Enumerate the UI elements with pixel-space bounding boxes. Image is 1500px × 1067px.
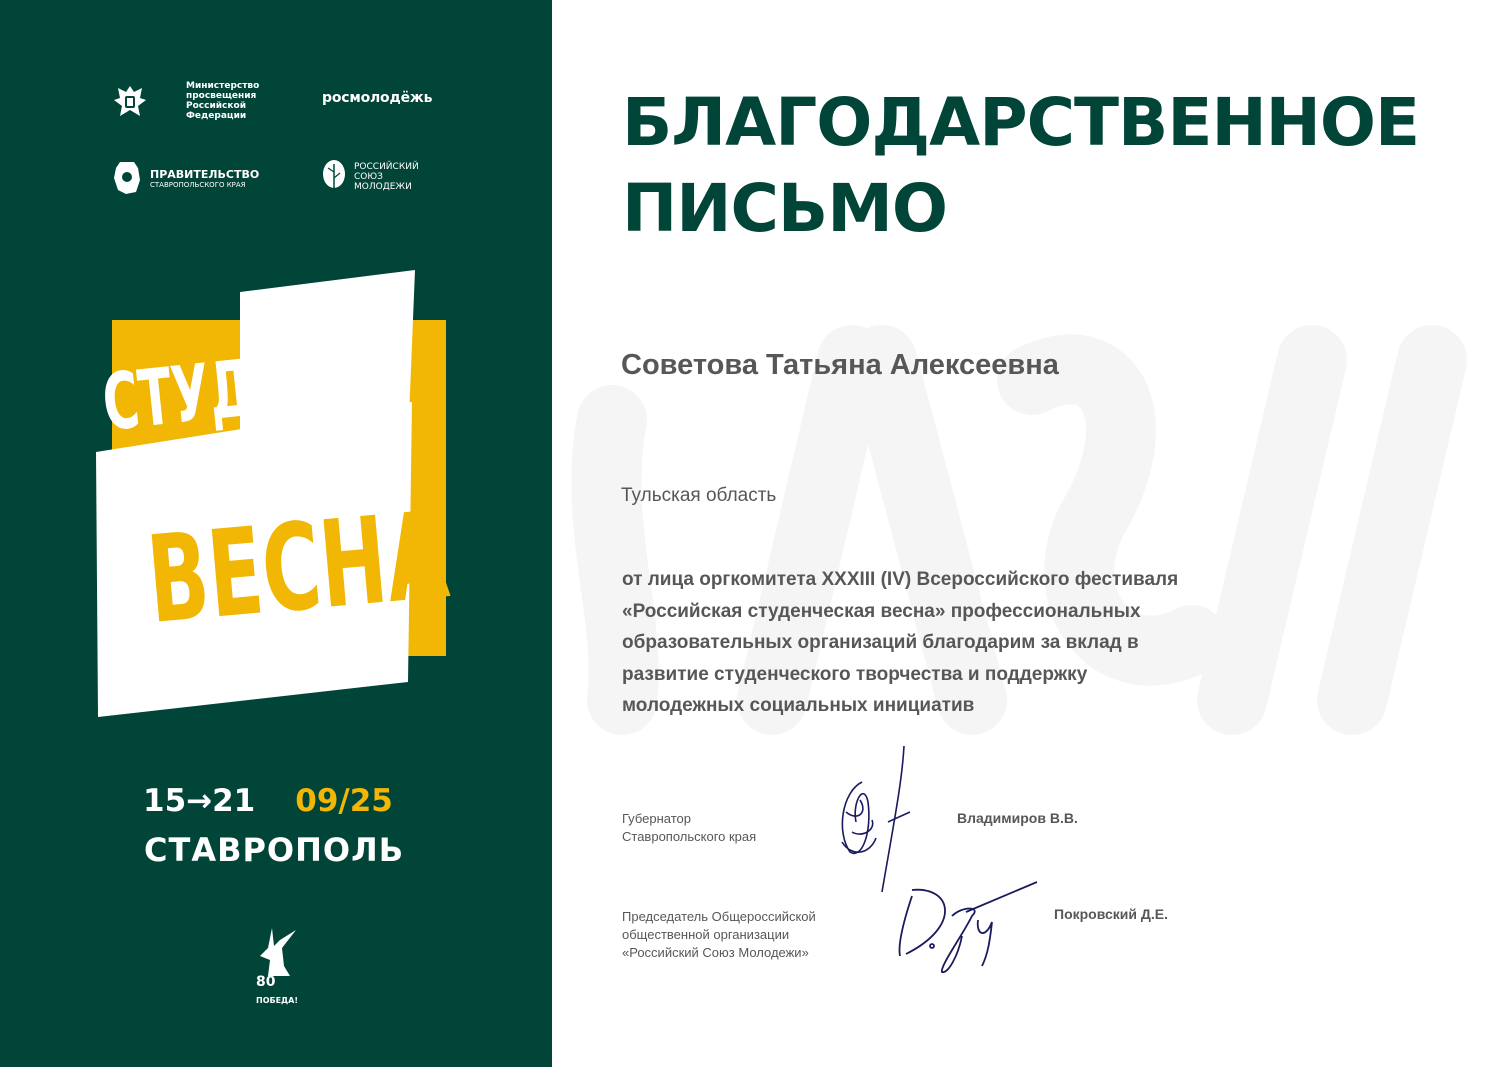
government-name: ПРАВИТЕЛЬСТВО bbox=[150, 167, 260, 181]
ministry-logo bbox=[112, 82, 259, 122]
event-city: СТАВРОПОЛЬ bbox=[144, 831, 405, 869]
studvesna-emblem bbox=[90, 262, 608, 722]
left-panel bbox=[0, 0, 608, 1067]
chairman-position: Председатель Общероссийской общественной организации «Российский Союз Молодежи» bbox=[622, 909, 816, 960]
governor-position: Губернатор Ставропольского края bbox=[622, 811, 757, 844]
chairman-name: Покровский Д.Е. bbox=[1054, 906, 1168, 922]
emblem-white-block-top bbox=[240, 270, 415, 460]
event-day-range: 15→21 bbox=[143, 783, 256, 819]
letter-title bbox=[622, 82, 1419, 250]
rosmolodezh-logo: росмолодёжь bbox=[322, 90, 433, 106]
letter-body: от лица оргкомитета XXXIII (IV) Всероссийского фестиваля «Российская студенческая весна» профессиональных образовательных организаций благодарим за вклад в развитие студенческого творчества и поддержку молодежных социальных инициатив bbox=[622, 569, 1179, 716]
governor-name: Владимиров В.В. bbox=[957, 810, 1078, 826]
pobeda-word: ПОБЕДА! bbox=[256, 996, 299, 1005]
recipient-name: Советова Татьяна Алексеевна bbox=[621, 349, 1059, 381]
chairman-signature-icon bbox=[892, 876, 1042, 976]
event-month: 09/25 bbox=[295, 783, 393, 819]
youth-union-name: РОССИЙСКИЙ СОЮЗ МОЛОДЕЖИ bbox=[354, 162, 419, 192]
emblem-word-vesna: ВЕСНА bbox=[142, 472, 608, 651]
leaf-icon bbox=[322, 158, 346, 196]
title-line-1: БЛАГОДАРСТВЕННОЕ bbox=[622, 84, 1420, 161]
event-dates bbox=[143, 783, 393, 819]
recipient-region: Тульская область bbox=[621, 485, 777, 506]
eagle-emblem-icon bbox=[112, 82, 148, 122]
letter-panel bbox=[552, 0, 1500, 1067]
youth-union-logo bbox=[322, 158, 419, 196]
pobeda-number: 80 bbox=[256, 974, 276, 990]
stavropol-map-icon bbox=[112, 160, 142, 196]
ministry-name: Министерство просвещения Российской Федерации bbox=[186, 81, 260, 121]
emblem-word-stud: СТУД bbox=[98, 334, 347, 449]
title-line-2: ПИСЬМО bbox=[622, 170, 947, 247]
government-logo bbox=[112, 160, 259, 196]
government-subtitle: СТАВРОПОЛЬСКОГО КРАЯ bbox=[150, 180, 246, 189]
